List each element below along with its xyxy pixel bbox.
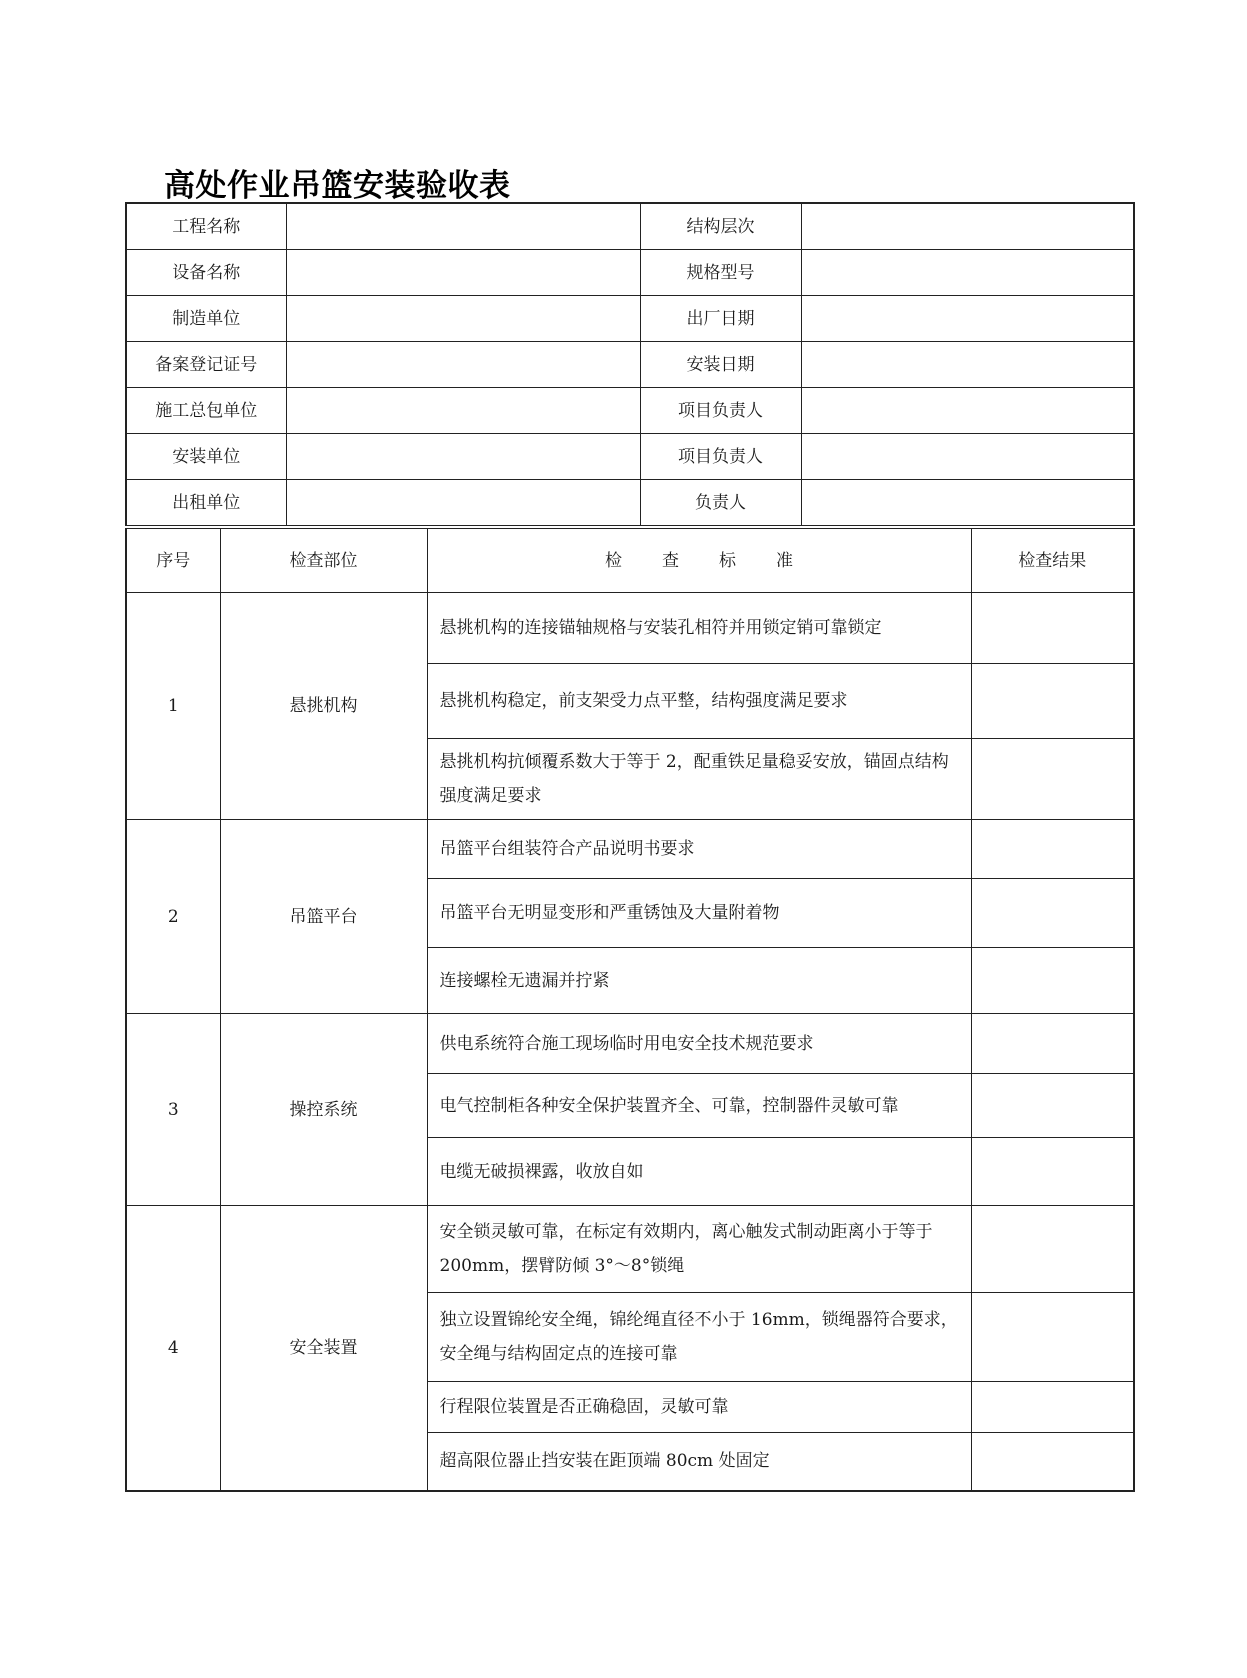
value-install-date[interactable] <box>801 342 1134 388</box>
label-manufacture-date: 出厂日期 <box>640 296 801 342</box>
table-row <box>126 1014 1134 1074</box>
value-model-spec[interactable] <box>801 250 1134 296</box>
value-project-name[interactable] <box>286 203 640 250</box>
standard-cell: 独立设置锦纶安全绳，锦纶绳直径不小于 16mm，锁绳器符合要求，安全绳与结构固定点的连接可靠 <box>427 1293 971 1382</box>
info-row <box>126 203 1134 250</box>
part-cell: 安全装置 <box>220 1206 427 1491</box>
table-row <box>126 820 1134 879</box>
standard-cell: 悬挑机构抗倾覆系数大于等于 2，配重铁足量稳妥安放，锚固点结构强度满足要求 <box>427 739 971 820</box>
label-install-unit: 安装单位 <box>126 434 286 480</box>
standard-cell: 供电系统符合施工现场临时用电安全技术规范要求 <box>427 1014 971 1074</box>
value-equipment-name[interactable] <box>286 250 640 296</box>
info-row <box>126 388 1134 434</box>
label-general-contractor: 施工总包单位 <box>126 388 286 434</box>
result-cell[interactable] <box>971 1433 1134 1491</box>
result-cell[interactable] <box>971 1138 1134 1206</box>
label-manufacturer: 制造单位 <box>126 296 286 342</box>
label-structure-level: 结构层次 <box>640 203 801 250</box>
seq-cell: 1 <box>126 593 220 820</box>
table-row <box>126 1206 1134 1293</box>
header-result: 检查结果 <box>971 529 1134 593</box>
result-cell[interactable] <box>971 593 1134 664</box>
label-install-date: 安装日期 <box>640 342 801 388</box>
standard-cell: 吊篮平台无明显变形和严重锈蚀及大量附着物 <box>427 879 971 948</box>
header-part: 检查部位 <box>220 529 427 593</box>
seq-cell: 4 <box>126 1206 220 1491</box>
label-equipment-name: 设备名称 <box>126 250 286 296</box>
part-cell: 操控系统 <box>220 1014 427 1206</box>
label-model-spec: 规格型号 <box>640 250 801 296</box>
info-table <box>125 202 1135 526</box>
result-cell[interactable] <box>971 820 1134 879</box>
table-row <box>126 593 1134 664</box>
label-rental-manager: 负责人 <box>640 480 801 526</box>
value-manufacturer[interactable] <box>286 296 640 342</box>
standard-cell: 超高限位器止挡安装在距顶端 80cm 处固定 <box>427 1433 971 1491</box>
value-install-manager[interactable] <box>801 434 1134 480</box>
result-cell[interactable] <box>971 1074 1134 1138</box>
standard-cell: 行程限位装置是否正确稳固，灵敏可靠 <box>427 1382 971 1433</box>
value-registration-number[interactable] <box>286 342 640 388</box>
label-contractor-manager: 项目负责人 <box>640 388 801 434</box>
seq-cell: 2 <box>126 820 220 1014</box>
value-install-unit[interactable] <box>286 434 640 480</box>
part-cell: 吊篮平台 <box>220 820 427 1014</box>
label-rental-unit: 出租单位 <box>126 480 286 526</box>
value-general-contractor[interactable] <box>286 388 640 434</box>
label-install-manager: 项目负责人 <box>640 434 801 480</box>
value-contractor-manager[interactable] <box>801 388 1134 434</box>
result-cell[interactable] <box>971 1382 1134 1433</box>
result-cell[interactable] <box>971 948 1134 1014</box>
value-rental-unit[interactable] <box>286 480 640 526</box>
header-seq: 序号 <box>126 529 220 593</box>
result-cell[interactable] <box>971 1293 1134 1382</box>
header-standard: 检查标准 <box>427 529 971 593</box>
standard-cell: 电气控制柜各种安全保护装置齐全、可靠，控制器件灵敏可靠 <box>427 1074 971 1138</box>
value-structure-level[interactable] <box>801 203 1134 250</box>
standard-cell: 悬挑机构稳定，前支架受力点平整，结构强度满足要求 <box>427 664 971 739</box>
info-row <box>126 250 1134 296</box>
info-row <box>126 434 1134 480</box>
document-title: 高处作业吊篮安装验收表 <box>164 168 511 204</box>
part-cell: 悬挑机构 <box>220 593 427 820</box>
info-row <box>126 480 1134 526</box>
result-cell[interactable] <box>971 1014 1134 1074</box>
result-cell[interactable] <box>971 664 1134 739</box>
seq-cell: 3 <box>126 1014 220 1206</box>
standard-cell: 吊篮平台组装符合产品说明书要求 <box>427 820 971 879</box>
label-project-name: 工程名称 <box>126 203 286 250</box>
value-rental-manager[interactable] <box>801 480 1134 526</box>
inspection-table <box>125 528 1135 1492</box>
label-registration-number: 备案登记证号 <box>126 342 286 388</box>
info-row <box>126 342 1134 388</box>
standard-cell: 安全锁灵敏可靠，在标定有效期内，离心触发式制动距离小于等于 200mm，摆臂防倾 3°～8°锁绳 <box>427 1206 971 1293</box>
info-row <box>126 296 1134 342</box>
result-cell[interactable] <box>971 1206 1134 1293</box>
standard-cell: 悬挑机构的连接锚轴规格与安装孔相符并用锁定销可靠锁定 <box>427 593 971 664</box>
result-cell[interactable] <box>971 739 1134 820</box>
standard-cell: 连接螺栓无遗漏并拧紧 <box>427 948 971 1014</box>
value-manufacture-date[interactable] <box>801 296 1134 342</box>
standard-cell: 电缆无破损裸露，收放自如 <box>427 1138 971 1206</box>
result-cell[interactable] <box>971 879 1134 948</box>
table-header-row <box>126 529 1134 593</box>
